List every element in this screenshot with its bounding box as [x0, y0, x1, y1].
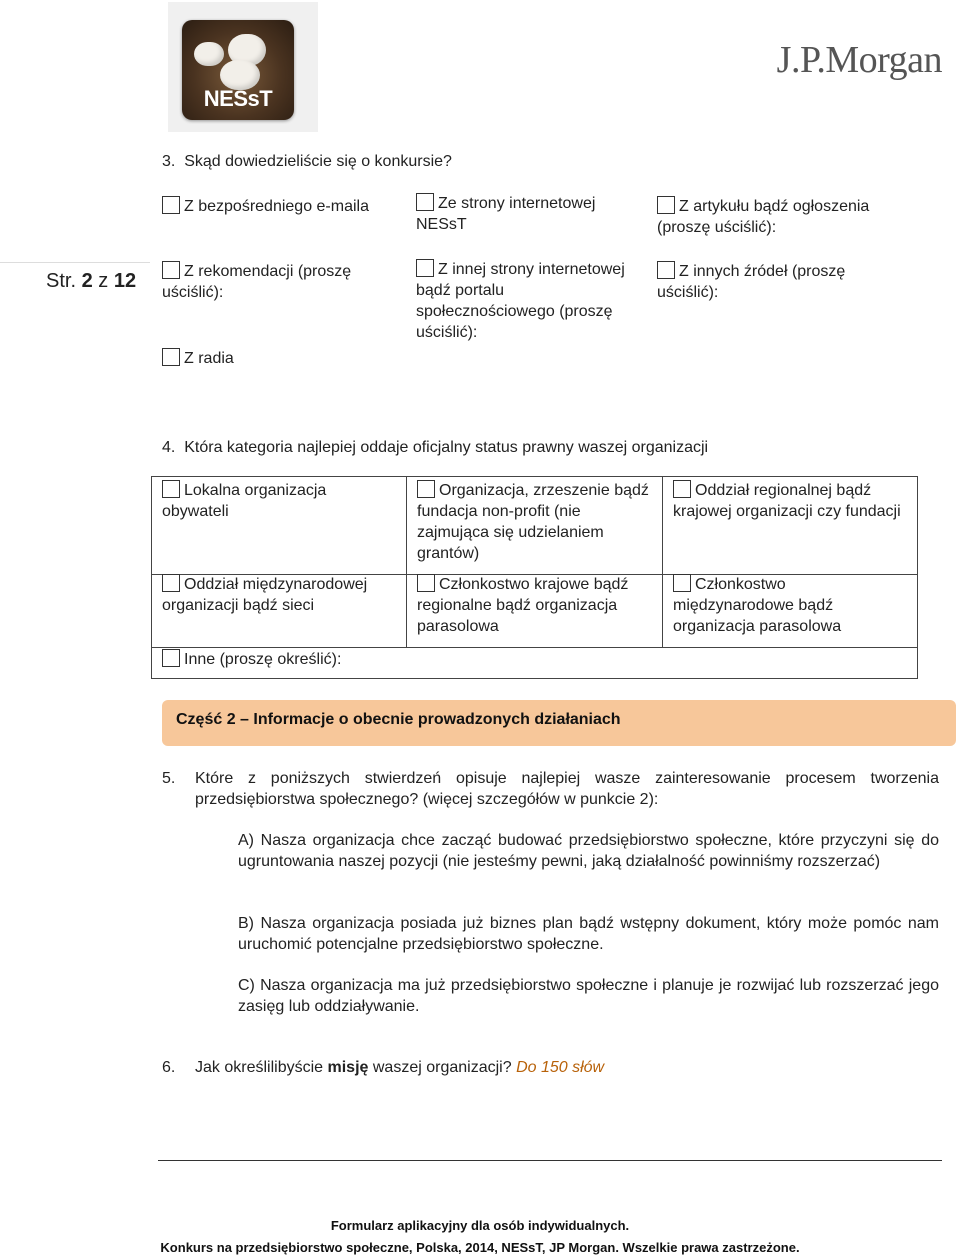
q6-prefix: Jak określilibyście — [195, 1059, 324, 1076]
q3-option-other-sources[interactable] — [657, 261, 887, 303]
footer-line-2: Konkurs na przedsiębiorstwo społeczne, Polska, 2014, NESsT, JP Morgan. Wszelkie prawa zastrzeżone. — [160, 1240, 800, 1255]
q4-option-regional-branch[interactable] — [673, 480, 908, 522]
option-label: Z innej strony internetowej bądź portalu społecznościowego (proszę uściślić): — [416, 261, 625, 341]
q3-option-email[interactable] — [162, 196, 377, 217]
q6-question — [195, 1057, 604, 1078]
q5-option-c[interactable]: C) Nasza organizacja ma już przedsiębiorstwo społeczne i planuje je rozwijać lub rozszerzać jego zasięg lub oddziaływanie. — [238, 977, 939, 1015]
q4-table — [151, 476, 918, 679]
checkbox[interactable] — [162, 649, 180, 667]
option-label: Oddział regionalnej bądź krajowej organizacji czy fundacji — [673, 482, 901, 520]
checkbox[interactable] — [416, 259, 434, 277]
q4-option-national-membership[interactable] — [417, 574, 632, 637]
q5-option-b[interactable]: B) Nasza organizacja posiada już biznes plan bądź wstępny dokument, który może pomóc nam uruchomić potencjalne przedsiębiorstwo społeczne. — [238, 915, 939, 953]
option-label: Z bezpośredniego e-maila — [184, 198, 369, 215]
table-divider — [406, 477, 407, 647]
section-title: Część 2 – Informacje o obecnie prowadzonych działaniach — [176, 711, 621, 728]
option-label: Inne (proszę określić): — [184, 651, 342, 668]
q4-title: 4. Która kategoria najlepiej oddaje oficjalny status prawny waszej organizacji — [162, 439, 709, 456]
q4-option-local[interactable] — [162, 480, 397, 522]
q6-suffix: waszej organizacji? — [372, 1059, 512, 1076]
q4-option-other[interactable] — [162, 649, 462, 670]
option-label: Z artykułu bądź ogłoszenia (proszę uściślić): — [657, 198, 870, 236]
option-label: Z rekomendacji (proszę uściślić): — [162, 263, 352, 301]
q4-option-international-branch[interactable] — [162, 574, 402, 616]
table-divider — [152, 647, 917, 648]
option-label: Ze strony internetowej NESsT — [416, 195, 596, 233]
q4-option-nonprofit[interactable] — [417, 480, 655, 564]
option-label: Z innych źródeł (proszę uściślić): — [657, 263, 846, 301]
option-label: Członkostwo międzynarodowe bądź organizacja parasolowa — [673, 576, 842, 635]
q3-option-recommendation[interactable] — [162, 261, 387, 303]
table-divider — [662, 477, 663, 647]
nesst-logo — [182, 20, 294, 120]
logo-text: NESsT — [203, 86, 273, 111]
side-divider — [0, 262, 150, 263]
checkbox[interactable] — [417, 480, 435, 498]
option-label: Lokalna organizacja obywateli — [162, 482, 327, 520]
option-label: Z radia — [184, 350, 234, 367]
checkbox[interactable] — [162, 574, 180, 592]
q3-option-other-site[interactable] — [416, 259, 631, 343]
checkbox[interactable] — [162, 261, 180, 279]
page-current: 2 — [81, 270, 93, 292]
q4-option-international-membership[interactable] — [673, 574, 893, 637]
checkbox[interactable] — [657, 196, 675, 214]
page-number — [46, 270, 136, 293]
page-total: 12 — [113, 270, 137, 292]
q3-option-website[interactable] — [416, 193, 631, 235]
q6-number: 6. — [162, 1059, 176, 1076]
checkbox[interactable] — [162, 196, 180, 214]
checkbox[interactable] — [162, 480, 180, 498]
page-of: z — [98, 270, 109, 292]
option-label: Organizacja, zrzeszenie bądź fundacja non-profit (nie zajmująca się udzielaniem grantów) — [417, 482, 649, 562]
checkbox[interactable] — [673, 574, 691, 592]
checkbox[interactable] — [416, 193, 434, 211]
q5-number: 5. — [162, 770, 176, 787]
jpmorgan-brand: J.P.Morgan — [776, 39, 942, 81]
checkbox[interactable] — [417, 574, 435, 592]
option-label: Oddział międzynarodowej organizacji bądź sieci — [162, 576, 368, 614]
checkbox[interactable] — [657, 261, 675, 279]
q6-word-limit: Do 150 słów — [516, 1059, 605, 1076]
q3-option-radio[interactable] — [162, 348, 377, 369]
section-banner — [162, 700, 956, 746]
footer-line-1: Formularz aplikacyjny dla osób indywidualnych. — [330, 1218, 630, 1233]
option-label: Członkostwo krajowe bądź regionalne bądź organizacja parasolowa — [417, 576, 629, 635]
q3-title: 3. Skąd dowiedzieliście się o konkursie? — [162, 153, 452, 170]
q6-bold: misję — [327, 1059, 369, 1076]
q5-title: Które z poniższych stwierdzeń opisuje najlepiej wasze zainteresowanie procesem tworzenia przedsiębiorstwa społecznego? (więcej szczegółów w punkcie 2): — [195, 770, 939, 808]
logo-area — [168, 2, 318, 132]
checkbox[interactable] — [162, 348, 180, 366]
q3-option-article[interactable] — [657, 196, 917, 238]
q5-option-a[interactable]: A) Nasza organizacja chce zacząć budować przedsiębiorstwo społeczne, które przyczyni się do ugruntowania naszej pozycji (nie jesteśmy pewni, jaką działalność powinniśmy rozszerzać) — [238, 832, 939, 870]
page-label: Str. — [46, 270, 77, 292]
checkbox[interactable] — [673, 480, 691, 498]
footer-divider — [158, 1160, 942, 1161]
